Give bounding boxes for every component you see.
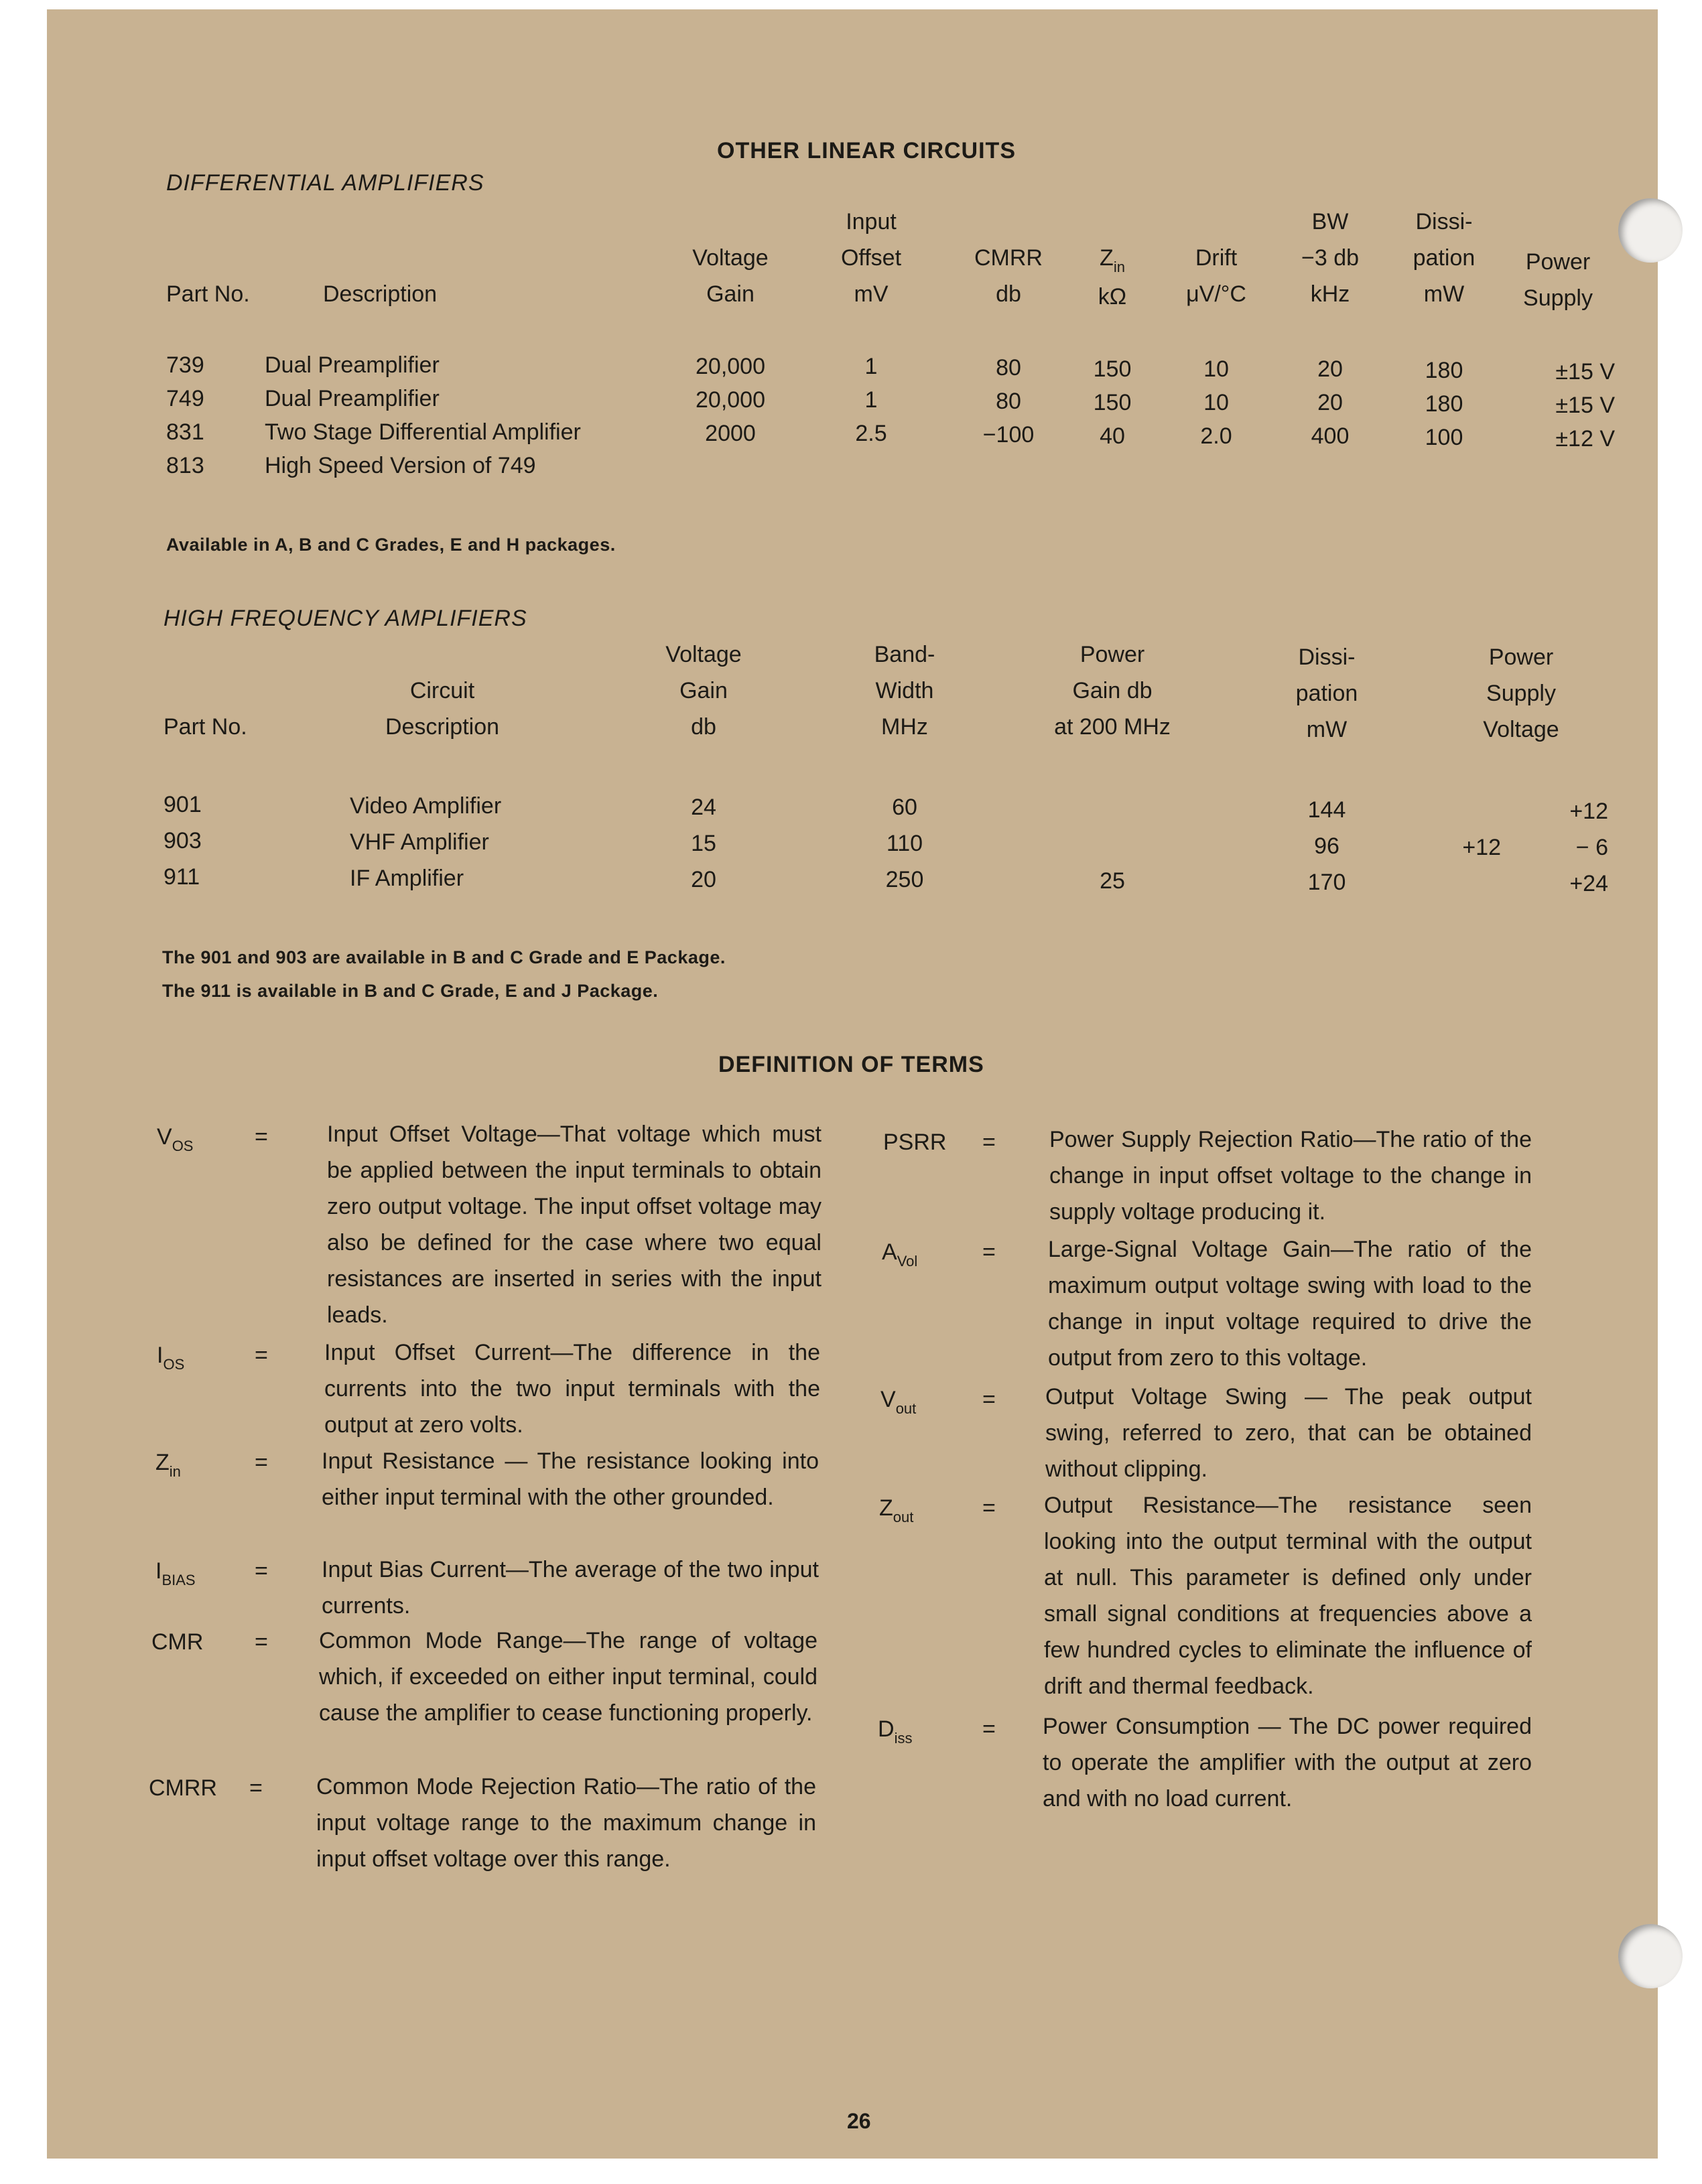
hf-row-bw: 250: [885, 867, 924, 892]
diff-row-offset: 2.5: [855, 421, 887, 446]
hf-row-supply-b: − 6: [1575, 835, 1608, 860]
diff-row-cmrr: 80: [996, 389, 1021, 414]
binder-hole-bottom: [1618, 1924, 1683, 1988]
diff-row-offset: 1: [864, 387, 878, 413]
diff-hdr-zin: $Z_{in}$ kΩ: [1098, 245, 1127, 310]
hf-row-supply-b: +12: [1569, 799, 1608, 824]
diff-hdr-diss: Dissi- pation mW: [1413, 209, 1476, 307]
def-equals: =: [255, 1558, 268, 1584]
diff-row-drift: 10: [1203, 356, 1229, 382]
diff-row-bw: 20: [1317, 390, 1343, 415]
def-equals: =: [255, 1629, 268, 1655]
def-symbol: PSRR: [883, 1130, 947, 1155]
def-text: Output Voltage Swing — The peak output swing, referred to zero, that can be obtained without clipping.: [1045, 1384, 1532, 1482]
hf-row-part: 901: [163, 792, 202, 817]
diff-hdr-power: Power Supply: [1523, 249, 1593, 311]
diff-row-desc: High Speed Version of 749: [265, 453, 536, 478]
diff-row-cmrr: −100: [982, 422, 1035, 448]
def-equals: =: [255, 1343, 268, 1368]
def-equals: =: [249, 1775, 263, 1801]
hf-row-bw: 60: [892, 795, 917, 820]
diff-hdr-offset: Input Offset mV: [840, 209, 902, 307]
def-text: Input Offset Voltage—That voltage which must be applied between the input terminals to obtain zero output voltage. The input offset voltage may also be defined for the case where two equal resistances are inserted in series with the input leads.: [327, 1121, 822, 1328]
page-number: 26: [847, 2109, 871, 2133]
hf-row-supply-a: +12: [1462, 835, 1501, 860]
diff-row-power: ±15 V: [1555, 393, 1615, 418]
diff-hdr-part: Part No.: [166, 281, 250, 307]
hf-hdr-gain: Voltage Gain db: [665, 642, 742, 740]
def-symbol: CMRR: [149, 1775, 217, 1801]
def-symbol: $I_{OS}$: [157, 1343, 185, 1373]
diff-row-zin: 40: [1100, 423, 1125, 449]
diff-row-gain: 20,000: [696, 387, 765, 413]
hf-row-supply-b: +24: [1569, 871, 1608, 896]
diff-row-drift: 2.0: [1200, 423, 1232, 449]
diff-hdr-bw: BW −3 db kHz: [1301, 209, 1360, 307]
def-text: Power Consumption — The DC power required to operate the amplifier with the output at zero and with no load current.: [1043, 1714, 1532, 1812]
binder-hole-top: [1618, 198, 1683, 263]
hf-hdr-part: Part No.: [163, 714, 247, 740]
hf-hdr-power-gain: Power Gain db at 200 MHz: [1054, 642, 1171, 740]
diff-row-power: ±12 V: [1555, 426, 1615, 452]
diff-note: Available in A, B and C Grades, E and H packages.: [166, 535, 616, 555]
diff-hdr-gain: Voltage Gain: [692, 245, 769, 307]
hf-row-part: 903: [163, 828, 202, 854]
diff-row-drift: 10: [1203, 390, 1229, 415]
def-symbol: $V_{OS}$: [157, 1124, 194, 1154]
diff-row-offset: 1: [864, 354, 878, 379]
diff-row-desc: Dual Preamplifier: [265, 352, 440, 378]
hf-note-1: The 901 and 903 are available in B and C Grade and E Package.: [162, 947, 726, 967]
definitions-title: DEFINITION OF TERMS: [718, 1052, 984, 1077]
document-page: [47, 9, 1658, 2159]
diff-row-desc: Two Stage Differential Amplifier: [265, 419, 581, 445]
diff-section-title: DIFFERENTIAL AMPLIFIERS: [166, 170, 484, 196]
diff-row-zin: 150: [1093, 390, 1132, 415]
hf-row-bw: 110: [886, 831, 923, 856]
hf-row-power-gain: 25: [1100, 868, 1125, 894]
hf-row-part: 911: [163, 864, 200, 890]
diff-row-diss: 100: [1425, 425, 1463, 450]
def-symbol: $D_{iss}$: [878, 1716, 913, 1747]
hf-row-desc: VHF Amplifier: [350, 829, 489, 855]
def-text: Common Mode Range—The range of voltage which, if exceeded on either input terminal, could cause the amplifier to cease functioning properly.: [319, 1628, 817, 1726]
def-equals: =: [982, 1387, 996, 1412]
diff-row-part: 749: [166, 386, 204, 411]
def-equals: =: [982, 1495, 996, 1521]
hf-row-diss: 144: [1307, 797, 1346, 823]
hf-row-desc: IF Amplifier: [350, 866, 464, 891]
diff-hdr-desc: Description: [323, 281, 438, 307]
def-equals: =: [255, 1124, 268, 1150]
def-text: Output Resistance—The resistance seen looking into the output terminal with the output at null. This parameter is defined only under small signal conditions at frequencies above a few hundred cycles to eliminate the influence of drift and thermal feedback.: [1044, 1493, 1532, 1699]
def-equals: =: [255, 1450, 268, 1475]
diff-row-gain: 20,000: [696, 354, 765, 379]
def-text: Large-Signal Voltage Gain—The ratio of the maximum output voltage swing with load to the change in input voltage required to drive the output from zero to this voltage.: [1048, 1237, 1532, 1371]
def-equals: =: [982, 1239, 996, 1265]
def-symbol: $I_{BIAS}$: [155, 1558, 196, 1588]
def-symbol: $V_{out}$: [880, 1387, 917, 1417]
diff-hdr-drift: Drift μV/°C: [1186, 245, 1246, 307]
diff-row-part: 831: [166, 419, 204, 445]
hf-hdr-supply: Power Supply Voltage: [1483, 644, 1559, 742]
def-symbol: $A_{Vol}$: [882, 1239, 918, 1270]
def-symbol: CMR: [151, 1629, 204, 1655]
diff-row-power: ±15 V: [1555, 359, 1615, 385]
diff-row-bw: 400: [1311, 423, 1350, 449]
hf-row-diss: 170: [1307, 870, 1346, 895]
hf-row-diss: 96: [1314, 833, 1339, 859]
def-text: Common Mode Rejection Ratio—The ratio of the input voltage range to the maximum change in input offset voltage over this range.: [316, 1774, 816, 1872]
diff-row-bw: 20: [1317, 356, 1343, 382]
hf-note-2: The 911 is available in B and C Grade, E and J Package.: [162, 981, 659, 1001]
def-equals: =: [982, 1716, 996, 1742]
diff-row-desc: Dual Preamplifier: [265, 386, 440, 411]
diff-hdr-cmrr: CMRR db: [974, 245, 1043, 307]
hf-row-desc: Video Amplifier: [350, 793, 502, 819]
def-text: Input Bias Current—The average of the two input currents.: [322, 1557, 819, 1619]
hf-section-title: HIGH FREQUENCY AMPLIFIERS: [163, 606, 527, 631]
diff-row-diss: 180: [1425, 391, 1463, 417]
diff-row-cmrr: 80: [996, 355, 1021, 381]
diff-row-zin: 150: [1093, 356, 1132, 382]
diff-row-gain: 2000: [705, 421, 756, 446]
def-equals: =: [982, 1130, 996, 1155]
diff-row-part: 739: [166, 352, 204, 378]
hf-row-gain: 20: [691, 867, 716, 892]
def-symbol: $Z_{out}$: [879, 1495, 914, 1525]
def-text: Input Resistance — The resistance looking into either input terminal with the other grounded.: [322, 1448, 819, 1510]
hf-hdr-diss: Dissi- pation mW: [1295, 644, 1358, 742]
def-text: Input Offset Current—The difference in the currents into the two input terminals with the output at zero volts.: [324, 1340, 820, 1438]
hf-row-gain: 24: [691, 795, 716, 820]
diff-row-part: 813: [166, 453, 204, 478]
def-text: Power Supply Rejection Ratio—The ratio of the change in input offset voltage to the change in supply voltage producing it.: [1049, 1127, 1532, 1225]
hf-row-gain: 15: [691, 831, 716, 856]
hf-hdr-desc: Circuit Description: [385, 678, 500, 740]
def-symbol: $Z_{in}$: [155, 1450, 181, 1480]
hf-hdr-bw: Band- Width MHz: [874, 642, 935, 740]
page-title: OTHER LINEAR CIRCUITS: [717, 138, 1016, 163]
diff-row-diss: 180: [1425, 358, 1463, 383]
